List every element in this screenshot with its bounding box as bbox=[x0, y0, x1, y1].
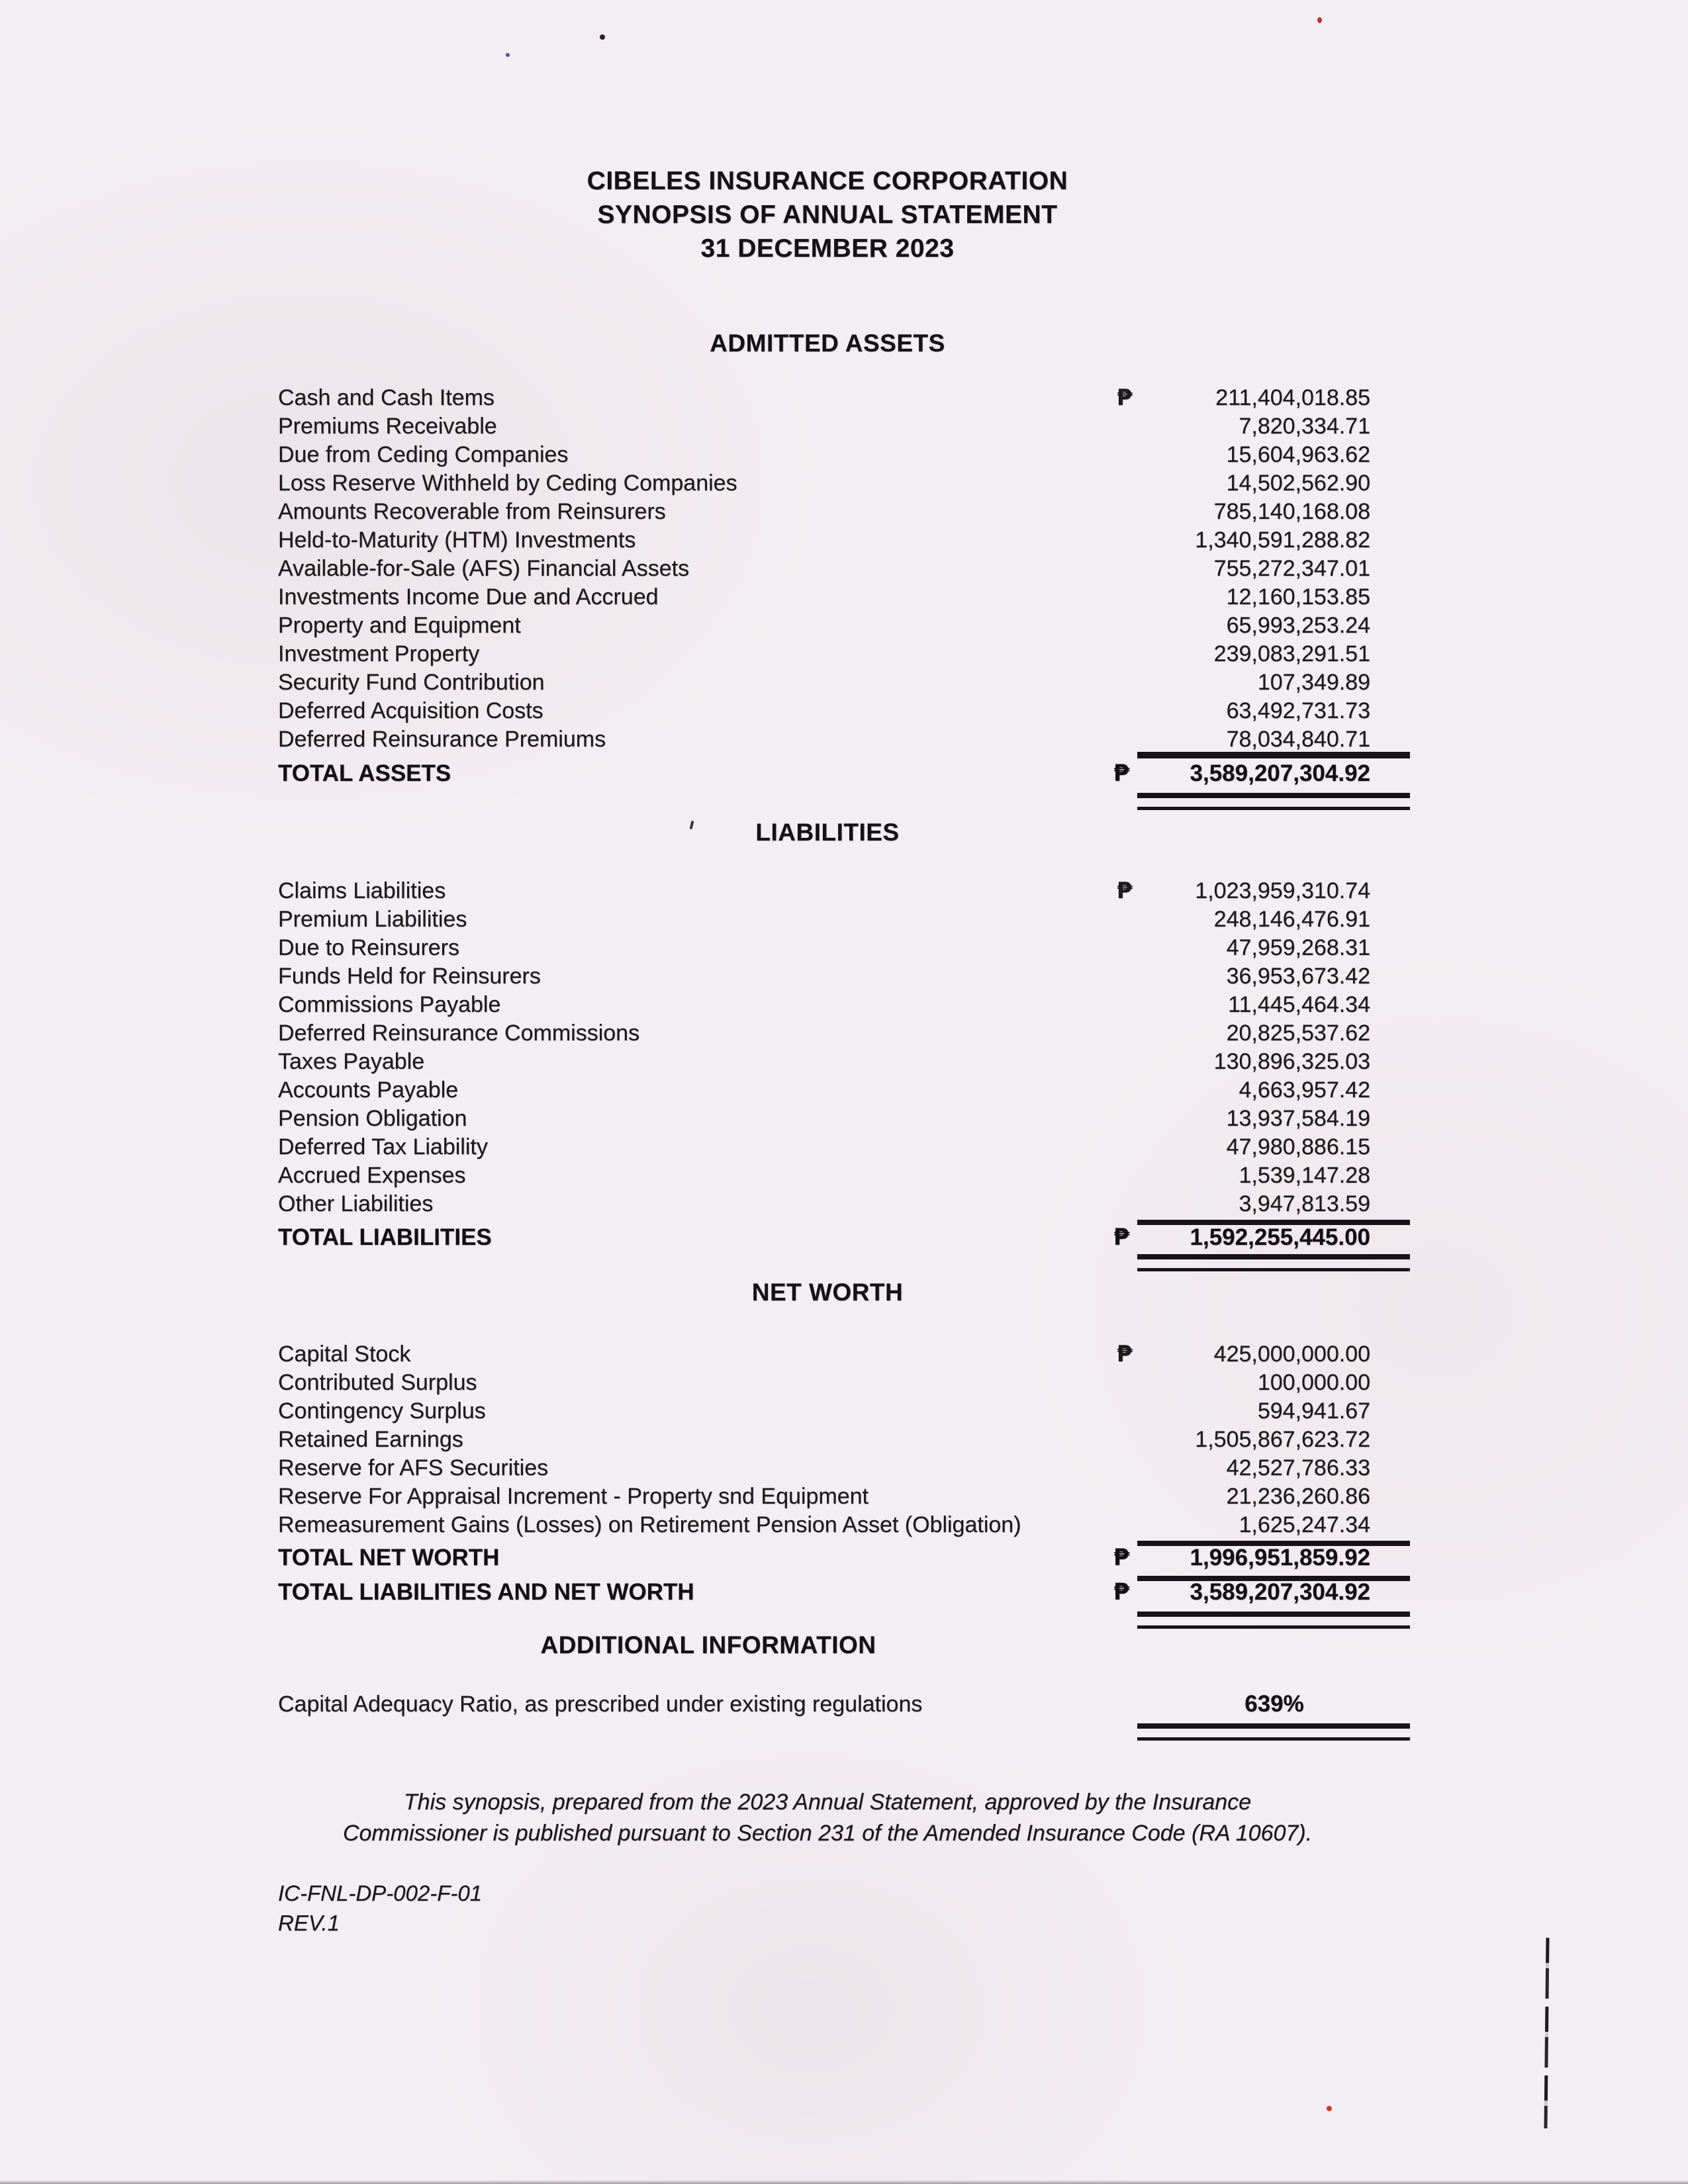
net-worth-section bbox=[278, 1340, 1370, 1645]
capital-adequacy-row bbox=[278, 1689, 1370, 1726]
row-amount: 47,980,886.15 bbox=[1226, 1134, 1370, 1160]
statement-row bbox=[278, 555, 1370, 583]
capital-adequacy-label: Capital Adequacy Ratio, as prescribed under existing regulations bbox=[278, 1692, 923, 1717]
total-net-worth-row bbox=[278, 1543, 1370, 1573]
row-amount: 1,505,867,623.72 bbox=[1195, 1427, 1370, 1452]
row-label: Reserve for AFS Securities bbox=[278, 1455, 549, 1480]
capital-adequacy-value: 639% bbox=[1244, 1691, 1304, 1717]
total-amount: 3,589,207,304.92 bbox=[1190, 1579, 1370, 1605]
row-amount: 14,502,562.90 bbox=[1226, 471, 1370, 496]
row-amount: 1,539,147.28 bbox=[1239, 1163, 1370, 1188]
total-double-rule bbox=[1137, 793, 1410, 810]
statement-row bbox=[278, 384, 1370, 412]
scan-speck bbox=[1327, 2106, 1332, 2111]
row-amount: 42,527,786.33 bbox=[1226, 1455, 1370, 1480]
statement-row bbox=[278, 1340, 1370, 1369]
peso-sign: ₱ bbox=[1113, 1545, 1130, 1571]
statement-row bbox=[278, 412, 1370, 441]
statement-row bbox=[278, 526, 1370, 555]
statement-row bbox=[278, 668, 1370, 697]
row-label: Contingency Surplus bbox=[278, 1398, 486, 1424]
row-label: Contributed Surplus bbox=[278, 1370, 477, 1395]
row-label: Deferred Reinsurance Commissions bbox=[278, 1021, 640, 1046]
total-amount: 1,996,951,859.92 bbox=[1190, 1545, 1370, 1570]
row-label: Due from Ceding Companies bbox=[278, 442, 569, 467]
row-amount: 12,160,153.85 bbox=[1226, 584, 1370, 610]
total-label: TOTAL ASSETS bbox=[278, 760, 451, 786]
peso-sign: ₱ bbox=[1117, 878, 1133, 904]
footnote-line: Commissioner is published pursuant to Section 231 of the Amended Insurance Code (RA 10607). bbox=[342, 1821, 1313, 1846]
row-amount: 36,953,673.42 bbox=[1226, 964, 1370, 989]
row-label: Deferred Acquisition Costs bbox=[278, 698, 543, 723]
statement-row bbox=[278, 905, 1370, 934]
statement-row bbox=[278, 1161, 1370, 1190]
statement-row bbox=[278, 1133, 1370, 1161]
row-amount: 594,941.67 bbox=[1257, 1398, 1370, 1424]
row-amount: 100,000.00 bbox=[1257, 1370, 1370, 1395]
statement-row bbox=[278, 640, 1370, 668]
total-rule-above bbox=[1137, 752, 1410, 758]
total-amount: 3,589,207,304.92 bbox=[1190, 760, 1370, 786]
row-label: Accounts Payable bbox=[278, 1077, 459, 1103]
admitted-assets-rows bbox=[278, 384, 1370, 754]
row-amount: 15,604,963.62 bbox=[1226, 442, 1370, 467]
row-amount: 21,236,260.86 bbox=[1226, 1484, 1370, 1509]
form-revision: REV.1 bbox=[278, 1911, 340, 1935]
footnote bbox=[265, 1787, 1390, 1849]
row-label: Capital Stock bbox=[278, 1342, 411, 1367]
statement-row bbox=[278, 1105, 1370, 1133]
peso-sign: ₱ bbox=[1117, 385, 1133, 411]
row-label: Investment Property bbox=[278, 641, 480, 666]
statement-row bbox=[278, 1190, 1370, 1218]
total-amount: 1,592,255,445.00 bbox=[1190, 1224, 1370, 1250]
row-label: Accrued Expenses bbox=[278, 1163, 466, 1188]
total-liabilities-and-net-worth-row bbox=[278, 1577, 1370, 1608]
row-amount: 130,896,325.03 bbox=[1213, 1049, 1370, 1074]
statement-row bbox=[278, 612, 1370, 640]
section-heading-liabilities: LIABILITIES bbox=[755, 819, 900, 846]
statement-row bbox=[278, 934, 1370, 962]
row-amount: 4,663,957.42 bbox=[1239, 1077, 1370, 1103]
paper-edge bbox=[0, 2180, 1688, 2184]
row-label: Cash and Cash Items bbox=[278, 385, 494, 410]
section-heading-admitted-assets: ADMITTED ASSETS bbox=[710, 330, 945, 357]
form-footer bbox=[278, 1878, 482, 1938]
row-amount: 785,140,168.08 bbox=[1213, 499, 1370, 524]
row-amount: 248,146,476.91 bbox=[1213, 907, 1370, 932]
row-amount: 7,820,334.71 bbox=[1239, 414, 1370, 439]
row-label: Premium Liabilities bbox=[278, 907, 467, 932]
peso-sign: ₱ bbox=[1117, 1341, 1133, 1367]
row-label: Other Liabilities bbox=[278, 1191, 434, 1216]
row-amount: 107,349.89 bbox=[1257, 670, 1370, 695]
row-label: Investments Income Due and Accrued bbox=[278, 584, 659, 610]
statement-date: 31 DECEMBER 2023 bbox=[700, 234, 955, 263]
row-label: Retained Earnings bbox=[278, 1427, 463, 1452]
scan-speck bbox=[600, 34, 605, 40]
row-amount: 755,272,347.01 bbox=[1213, 556, 1370, 581]
row-amount: 78,034,840.71 bbox=[1226, 727, 1370, 752]
scan-artifact-line bbox=[1544, 1938, 1549, 2128]
row-amount: 1,023,959,310.74 bbox=[1195, 878, 1370, 903]
row-label: Property and Equipment bbox=[278, 613, 521, 638]
statement-row bbox=[278, 962, 1370, 991]
ratio-double-rule bbox=[1137, 1723, 1410, 1741]
statement-row bbox=[278, 697, 1370, 725]
row-amount: 11,445,464.34 bbox=[1228, 992, 1370, 1017]
section-heading-net-worth: NET WORTH bbox=[751, 1279, 904, 1306]
statement-row bbox=[278, 991, 1370, 1019]
liabilities-rows bbox=[278, 877, 1370, 1218]
liabilities-section bbox=[278, 877, 1370, 1287]
row-amount: 211,404,018.85 bbox=[1215, 385, 1370, 410]
row-label: Loss Reserve Withheld by Ceding Companies bbox=[278, 471, 737, 496]
statement-row bbox=[278, 1048, 1370, 1076]
row-label: Deferred Reinsurance Premiums bbox=[278, 727, 606, 752]
row-label: Premiums Receivable bbox=[278, 414, 497, 439]
peso-sign: ₱ bbox=[1113, 1224, 1130, 1251]
company-name: CIBELES INSURANCE CORPORATION bbox=[586, 167, 1068, 195]
statement-row bbox=[278, 1397, 1370, 1426]
peso-sign: ₱ bbox=[1113, 1579, 1130, 1606]
statement-row bbox=[278, 1019, 1370, 1048]
scan-speck bbox=[1317, 17, 1322, 23]
statement-row bbox=[278, 1369, 1370, 1397]
total-liabilities-row bbox=[278, 1222, 1370, 1253]
row-amount: 3,947,813.59 bbox=[1239, 1191, 1370, 1216]
statement-row bbox=[278, 1076, 1370, 1105]
row-label: Taxes Payable bbox=[278, 1049, 425, 1074]
total-label: TOTAL LIABILITIES AND NET WORTH bbox=[278, 1579, 694, 1605]
row-amount: 63,492,731.73 bbox=[1226, 698, 1370, 723]
row-label: Pension Obligation bbox=[278, 1106, 467, 1131]
statement-row bbox=[278, 1482, 1370, 1511]
statement-row bbox=[278, 498, 1370, 526]
row-label: Amounts Recoverable from Reinsurers bbox=[278, 499, 666, 524]
statement-row bbox=[278, 1454, 1370, 1482]
total-double-rule bbox=[1137, 1612, 1410, 1629]
row-label: Commissions Payable bbox=[278, 992, 501, 1017]
row-amount: 20,825,537.62 bbox=[1226, 1021, 1370, 1046]
row-label: Available-for-Sale (AFS) Financial Assets bbox=[278, 556, 690, 581]
total-double-rule bbox=[1137, 1254, 1410, 1271]
row-label: Held-to-Maturity (HTM) Investments bbox=[278, 527, 636, 553]
scan-speck bbox=[506, 53, 510, 57]
row-label: Security Fund Contribution bbox=[278, 670, 545, 695]
row-amount: 1,625,247.34 bbox=[1239, 1512, 1370, 1537]
statement-row bbox=[278, 583, 1370, 612]
statement-row bbox=[278, 1511, 1370, 1539]
row-label: Deferred Tax Liability bbox=[278, 1134, 488, 1160]
statement-row bbox=[278, 469, 1370, 498]
form-code: IC-FNL-DP-002-F-01 bbox=[278, 1881, 483, 1905]
admitted-assets-section bbox=[278, 384, 1370, 821]
peso-sign: ₱ bbox=[1113, 760, 1130, 787]
document-type: SYNOPSIS OF ANNUAL STATEMENT bbox=[597, 201, 1058, 229]
section-heading-additional-information: ADDITIONAL INFORMATION bbox=[540, 1631, 876, 1659]
statement-row bbox=[278, 877, 1370, 905]
row-label: Remeasurement Gains (Losses) on Retirement Pension Asset (Obligation) bbox=[278, 1512, 1021, 1537]
row-amount: 65,993,253.24 bbox=[1226, 613, 1370, 638]
statement-row bbox=[278, 441, 1370, 469]
document-title bbox=[278, 164, 1377, 265]
row-label: Funds Held for Reinsurers bbox=[278, 964, 541, 989]
row-amount: 239,083,291.51 bbox=[1213, 641, 1370, 666]
row-label: Reserve For Appraisal Increment - Property snd Equipment bbox=[278, 1484, 868, 1509]
row-label: Claims Liabilities bbox=[278, 878, 446, 903]
statement-row bbox=[278, 725, 1370, 754]
footnote-line: This synopsis, prepared from the 2023 Annual Statement, approved by the Insurance bbox=[403, 1790, 1252, 1815]
row-amount: 1,340,591,288.82 bbox=[1195, 527, 1370, 553]
statement-row bbox=[278, 1426, 1370, 1454]
row-amount: 47,959,268.31 bbox=[1226, 935, 1370, 960]
row-amount: 13,937,584.19 bbox=[1226, 1106, 1370, 1131]
total-label: TOTAL NET WORTH bbox=[278, 1545, 500, 1570]
row-label: Due to Reinsurers bbox=[278, 935, 460, 960]
total-label: TOTAL LIABILITIES bbox=[278, 1224, 492, 1250]
total-assets-row bbox=[278, 758, 1370, 789]
row-amount: 425,000,000.00 bbox=[1213, 1342, 1370, 1367]
net-worth-rows bbox=[278, 1340, 1370, 1539]
